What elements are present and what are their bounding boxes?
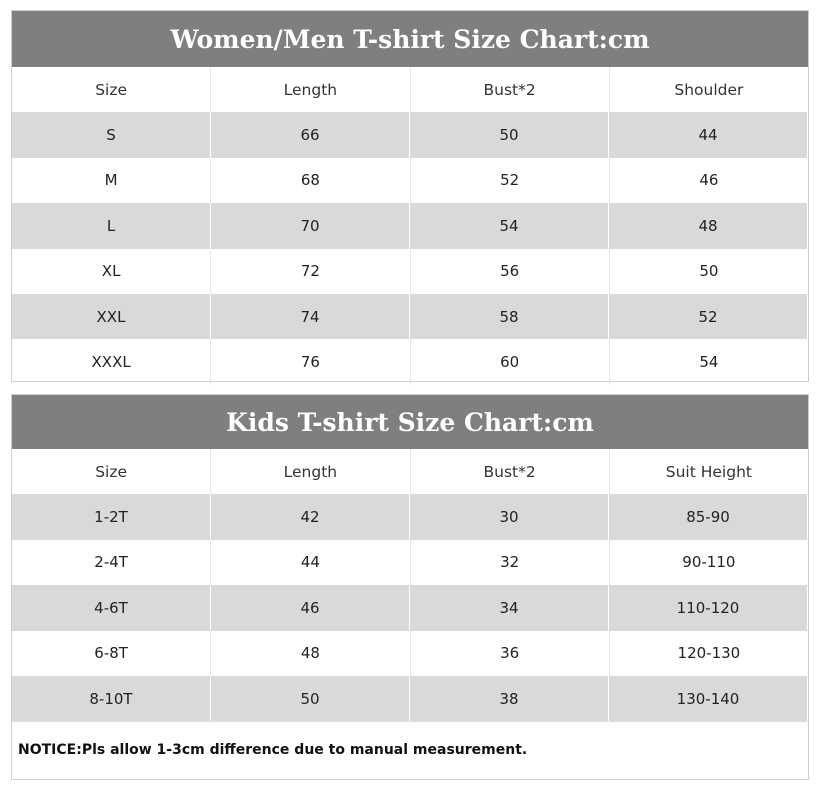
table-cell: 85-90	[609, 494, 808, 539]
table-cell: 2-4T	[12, 540, 211, 585]
table-cell: 38	[410, 676, 609, 721]
table-cell: 44	[609, 112, 808, 157]
table-cell: L	[12, 203, 211, 248]
header-cell: Bust*2	[411, 449, 610, 494]
table-cell: 44	[211, 540, 410, 585]
table-cell: 58	[410, 294, 609, 339]
table-cell: 66	[211, 112, 410, 157]
adult-size-chart	[11, 10, 809, 382]
kids-header-row	[12, 449, 808, 494]
table-cell: 54	[410, 203, 609, 248]
table-cell: 30	[410, 494, 609, 539]
table-cell: 120-130	[677, 644, 741, 663]
table-row	[12, 158, 808, 203]
table-row	[12, 249, 808, 294]
table-cell: XXXL	[12, 339, 211, 384]
header-cell: Length	[211, 449, 410, 494]
table-cell: XL	[12, 249, 211, 294]
table-cell: 36	[411, 631, 610, 676]
table-cell: 74	[211, 294, 410, 339]
table-row	[12, 540, 808, 585]
table-cell: 32	[411, 540, 610, 585]
table-row	[12, 112, 808, 157]
measurement-notice: NOTICE:Pls allow 1-3cm difference due to manual measurement.	[12, 721, 808, 778]
header-cell: Suit Height	[665, 462, 752, 481]
table-cell: 46	[211, 585, 410, 630]
table-cell: 130-140	[609, 676, 808, 721]
table-row	[12, 203, 808, 248]
table-row	[12, 294, 808, 339]
table-cell: 76	[211, 339, 410, 384]
table-row	[12, 494, 808, 539]
table-row	[12, 631, 808, 676]
header-cell: Bust*2	[411, 67, 610, 112]
adult-header-row	[12, 67, 808, 112]
table-cell: 48	[609, 203, 808, 248]
table-cell: 54	[699, 353, 719, 372]
table-cell: 110-120	[609, 585, 808, 630]
table-row	[12, 585, 808, 630]
kids-chart-title: Kids T-shirt Size Chart:cm	[12, 395, 808, 449]
table-cell: 50	[699, 262, 719, 281]
table-cell: 50	[410, 112, 609, 157]
table-cell: S	[12, 112, 211, 157]
header-cell: Size	[12, 449, 211, 494]
table-cell: 52	[609, 294, 808, 339]
table-cell: 4-6T	[12, 585, 211, 630]
header-cell: Length	[211, 67, 410, 112]
table-cell: 34	[410, 585, 609, 630]
table-cell: 46	[699, 171, 719, 190]
adult-chart-title: Women/Men T-shirt Size Chart:cm	[12, 11, 808, 67]
table-cell: XXL	[12, 294, 211, 339]
table-row	[12, 676, 808, 721]
table-cell: 8-10T	[12, 676, 211, 721]
table-cell: 1-2T	[12, 494, 211, 539]
table-cell: 72	[211, 249, 410, 294]
table-cell: 48	[211, 631, 410, 676]
table-cell: M	[12, 158, 211, 203]
kids-size-chart	[11, 394, 809, 780]
table-row	[12, 339, 808, 384]
table-cell: 6-8T	[12, 631, 211, 676]
table-cell: 68	[211, 158, 410, 203]
table-cell: 70	[211, 203, 410, 248]
table-cell: 90-110	[682, 553, 736, 572]
table-cell: 42	[211, 494, 410, 539]
table-cell: 60	[411, 339, 610, 384]
table-cell: 50	[211, 676, 410, 721]
header-cell: Size	[12, 67, 211, 112]
table-cell: 52	[411, 158, 610, 203]
table-cell: 56	[411, 249, 610, 294]
header-cell: Shoulder	[674, 80, 744, 99]
